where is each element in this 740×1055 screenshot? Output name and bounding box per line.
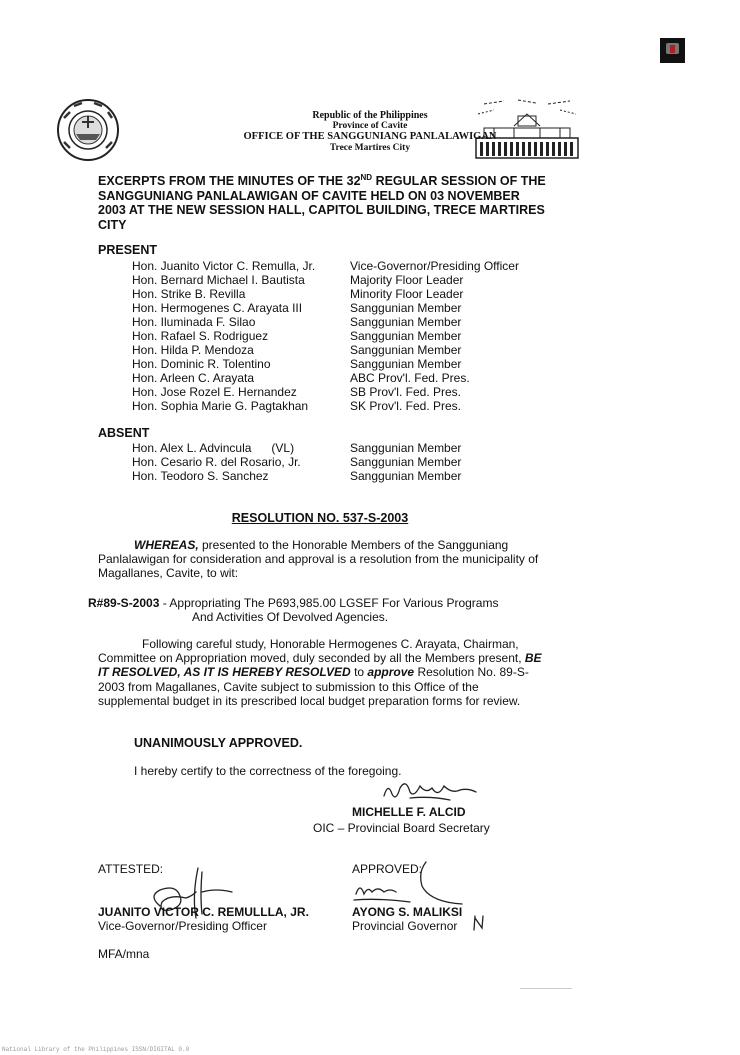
attested-title: Vice-Governor/Presiding Officer [98,919,267,933]
list-item: Hon. Alex L. Advincula (VL) Sanggunian Member [132,441,462,455]
approved-name: AYONG S. MALIKSI [352,905,463,919]
certification-statement: I hereby certify to the correctness of the foregoing. [134,764,402,778]
unanimously-approved: UNANIMOUSLY APPROVED. [134,736,303,750]
list-item: Hon. Teodoro S. Sanchez Sanggunian Member [132,469,462,483]
list-item: Hon. Cesario R. del Rosario, Jr. Sanggunian Member [132,455,462,469]
list-item: Hon. Jose Rozel E. Hernandez SB Prov'l. Fed. Pres. [132,385,461,399]
approved-title: Provincial Governor [352,919,458,933]
reference-initials: MFA/mna [98,947,150,961]
governor-signature-icon [350,856,470,912]
approved-label: APPROVED: [352,862,423,876]
header-republic: Republic of the Philippines [312,110,428,121]
list-item: Hon. Strike B. Revilla Minority Floor Leader [132,287,464,301]
list-item: Hon. Juanito Victor C. Remulla, Jr. Vice-Governor/Presiding Officer [132,259,519,273]
present-heading: PRESENT [98,243,158,257]
resolution-number: RESOLUTION NO. 537-S-2003 [231,511,409,525]
referenced-resolution-cont: And Activities Of Devolved Agencies. [192,610,389,624]
secretary-name: MICHELLE F. ALCID [352,805,466,819]
list-item: Hon. Arleen C. Arayata ABC Prov'l. Fed. Pres. [132,371,470,385]
referenced-resolution: R#89-S-2003 - Appropriating The P693,985.00 LGSEF For Various Programs [88,596,499,610]
corner-badge-icon [660,38,685,63]
list-item: Hon. Hilda P. Mendoza Sanggunian Member [132,343,462,357]
list-item: Hon. Sophia Marie G. Pagtakhan SK Prov'l. Fed. Pres. [132,399,461,413]
header-province: Province of Cavite [332,121,408,131]
secretary-title: OIC – Provincial Board Secretary [313,821,490,835]
resolving-paragraph: Following careful study, Honorable Hermogenes C. Arayata, Chairman, Committee on Appropriation moved, duly seconded by all the Members present, BE IT RESOLVED, AS IT IS HEREBY RESOLVED to approve Resolution No. 89-S-2003 from Magallanes, Cavite subject to submission to this Office of the supplemental budget in its prescribed local budget preparation forms for review. [98,637,542,708]
header-office: OFFICE OF THE SANGGUNIANG PANLALAWIGAN [243,131,497,142]
list-item: Hon. Rafael S. Rodriguez Sanggunian Member [132,329,462,343]
list-item: Hon. Iluminada F. Silao Sanggunian Member [132,315,462,329]
list-item: Hon. Dominic R. Tolentino Sanggunian Member [132,357,462,371]
attested-name: JUANITO VICTOR C. REMULLLA, JR. [98,905,309,919]
absent-heading: ABSENT [98,426,150,440]
list-item: Hon. Bernard Michael I. Bautista Majority Floor Leader [132,273,464,287]
divider [520,988,572,989]
footer-stamp: National Library of the Philippines ISSN/DIGITAL 0.0 [2,1046,190,1053]
secretary-signature-icon [380,776,480,804]
initial-mark-icon [472,914,486,932]
header-city: Trece Martires City [329,143,411,153]
list-item: Hon. Hermogenes C. Arayata III Sanggunian Member [132,301,462,315]
document-title: EXCERPTS FROM THE MINUTES OF THE 32ND REGULAR SESSION OF THE SANGGUNIANG PANLALAWIGAN OF CAVITE HELD ON 03 NOVEMBER 2003 AT THE NEW SESSION HALL, CAPITOL BUILDING, TRECE MARTIRES CITY [98,172,546,232]
attested-label: ATTESTED: [98,862,164,876]
whereas-paragraph: WHEREAS, presented to the Honorable Members of the Sangguniang Panlalawigan for consideration and approval is a resolution from the municipality of Magallanes, Cavite, to wit: [98,538,539,581]
